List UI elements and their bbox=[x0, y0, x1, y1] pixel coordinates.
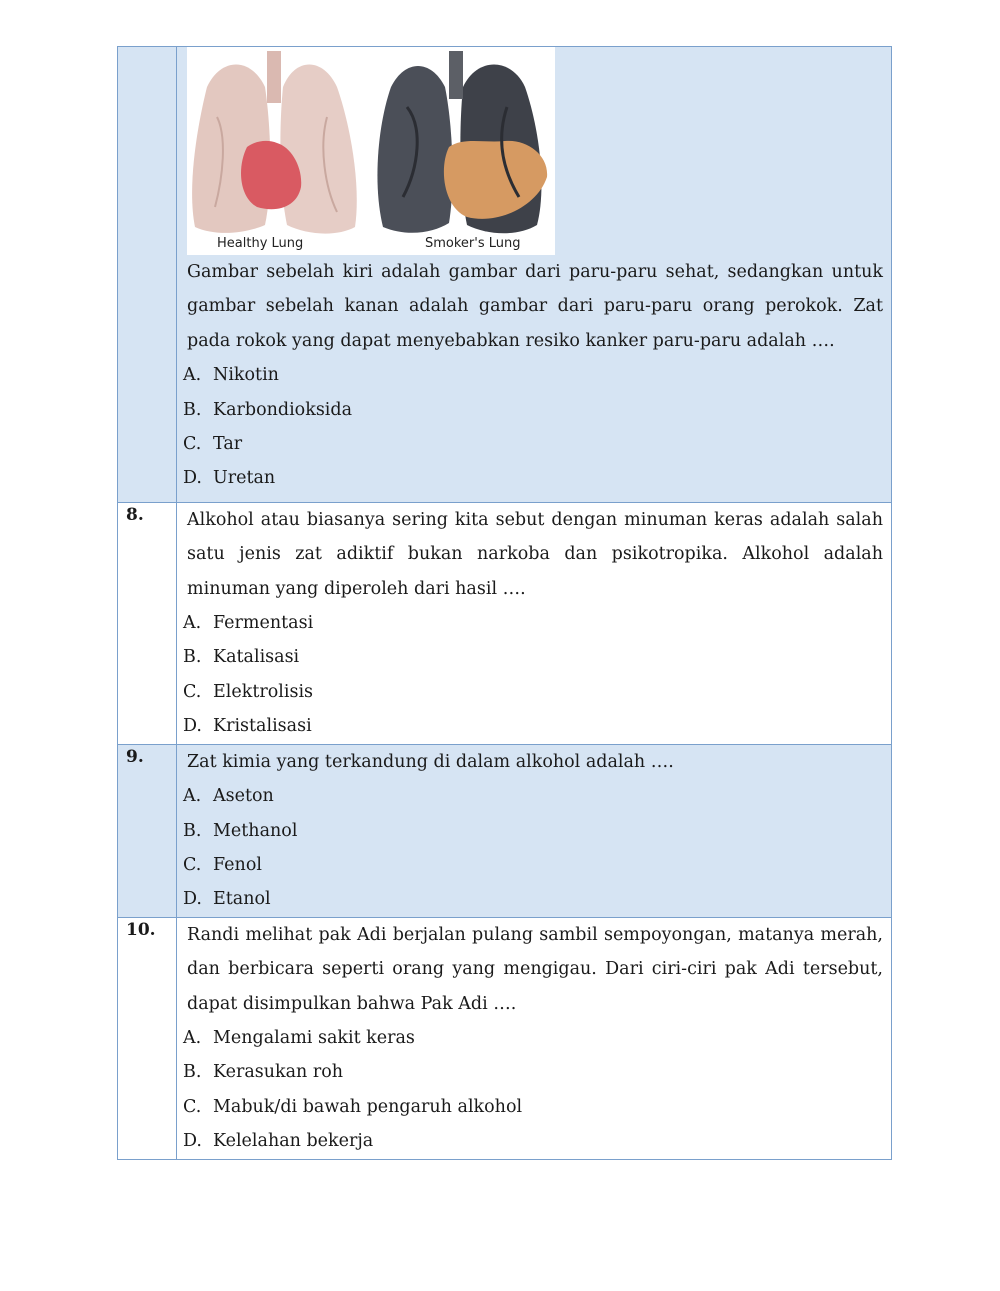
option-text: Methanol bbox=[213, 820, 298, 841]
option-text: Uretan bbox=[213, 468, 276, 489]
option-letter: B. bbox=[183, 647, 202, 668]
question-text: Alkohol atau biasanya sering kita sebut dengan minuman keras adalah salah satu jenis zat adiktif bukan narkoba dan psikotropika. Alkohol adalah minuman yang diperoleh dari hasil …. bbox=[187, 509, 883, 599]
option-b[interactable] bbox=[183, 393, 883, 427]
answer-options bbox=[183, 1021, 883, 1159]
question-text: Gambar sebelah kiri adalah gambar dari paru-paru sehat, sedangkan untuk gambar sebelah kanan adalah gambar dari paru-paru orang perokok. Zat pada rokok yang dapat menyebabkan resiko kanker paru-paru adalah …. bbox=[187, 262, 883, 351]
option-a[interactable] bbox=[183, 606, 883, 640]
option-letter: A. bbox=[183, 613, 202, 634]
question-content bbox=[177, 744, 892, 917]
question-number: 10. bbox=[118, 917, 177, 1159]
option-b[interactable] bbox=[183, 1055, 883, 1089]
option-text: Karbondioksida bbox=[213, 399, 353, 420]
option-c[interactable] bbox=[183, 675, 883, 709]
option-letter: D. bbox=[183, 1131, 202, 1152]
question-row-7 bbox=[118, 47, 892, 503]
question-text: Randi melihat pak Adi berjalan pulang sambil sempoyongan, matanya merah, dan berbicara seperti orang yang mengigau. Dari ciri-ciri pak Adi tersebut, dapat disimpulkan bahwa Pak Adi …. bbox=[187, 924, 883, 1014]
option-letter: C. bbox=[183, 854, 202, 875]
option-text: Kerasukan roh bbox=[213, 1062, 344, 1083]
option-letter: D. bbox=[183, 716, 202, 737]
quiz-table bbox=[117, 46, 892, 1160]
smokers-lung-graphic bbox=[377, 51, 547, 233]
option-text: Kristalisasi bbox=[213, 716, 312, 737]
option-letter: C. bbox=[183, 1096, 202, 1117]
option-text: Fermentasi bbox=[213, 613, 314, 634]
question-row-10 bbox=[118, 917, 892, 1159]
option-b[interactable] bbox=[183, 640, 883, 674]
question-number: 9. bbox=[118, 744, 177, 917]
option-letter: C. bbox=[183, 434, 202, 455]
question-row-8 bbox=[118, 502, 892, 744]
option-a[interactable] bbox=[183, 779, 883, 813]
option-c[interactable] bbox=[183, 1090, 883, 1124]
option-text: Kelelahan bekerja bbox=[213, 1131, 374, 1152]
question-text: Zat kimia yang terkandung di dalam alkohol adalah …. bbox=[187, 751, 674, 772]
question-content bbox=[177, 502, 892, 744]
option-a[interactable] bbox=[183, 1021, 883, 1055]
option-letter: D. bbox=[183, 468, 202, 489]
answer-options bbox=[183, 606, 883, 744]
lung-comparison-image bbox=[187, 47, 555, 255]
question-number: 8. bbox=[118, 502, 177, 744]
option-text: Mabuk/di bawah pengaruh alkohol bbox=[213, 1096, 523, 1117]
option-letter: C. bbox=[183, 681, 202, 702]
option-a[interactable] bbox=[183, 358, 883, 392]
option-d[interactable] bbox=[183, 882, 883, 916]
option-text: Aseton bbox=[213, 786, 274, 807]
option-letter: B. bbox=[183, 820, 202, 841]
option-letter: A. bbox=[183, 1027, 202, 1048]
lungs-illustration bbox=[187, 47, 555, 255]
option-d[interactable] bbox=[183, 461, 883, 495]
option-letter: A. bbox=[183, 786, 202, 807]
option-text: Elektrolisis bbox=[213, 681, 314, 702]
option-letter: A. bbox=[183, 365, 202, 386]
option-d[interactable] bbox=[183, 709, 883, 743]
option-c[interactable] bbox=[183, 427, 883, 461]
question-number bbox=[118, 47, 177, 503]
question-row-9 bbox=[118, 744, 892, 917]
option-text: Fenol bbox=[213, 854, 262, 875]
option-letter: B. bbox=[183, 1062, 202, 1083]
answer-options bbox=[183, 779, 883, 917]
quiz-sheet bbox=[117, 46, 892, 1160]
option-d[interactable] bbox=[183, 1124, 883, 1158]
option-c[interactable] bbox=[183, 848, 883, 882]
option-text: Mengalami sakit keras bbox=[213, 1027, 415, 1048]
option-b[interactable] bbox=[183, 814, 883, 848]
option-text: Katalisasi bbox=[213, 647, 300, 668]
option-text: Nikotin bbox=[213, 365, 279, 386]
smokers-lung-caption: Smoker's Lung bbox=[425, 236, 521, 251]
question-content bbox=[177, 917, 892, 1159]
option-text: Tar bbox=[213, 434, 243, 455]
healthy-lung-graphic bbox=[192, 51, 357, 234]
option-letter: B. bbox=[183, 399, 202, 420]
healthy-lung-caption: Healthy Lung bbox=[217, 236, 304, 251]
question-content bbox=[177, 47, 892, 503]
answer-options bbox=[183, 358, 883, 496]
option-text: Etanol bbox=[213, 889, 271, 910]
option-letter: D. bbox=[183, 889, 202, 910]
